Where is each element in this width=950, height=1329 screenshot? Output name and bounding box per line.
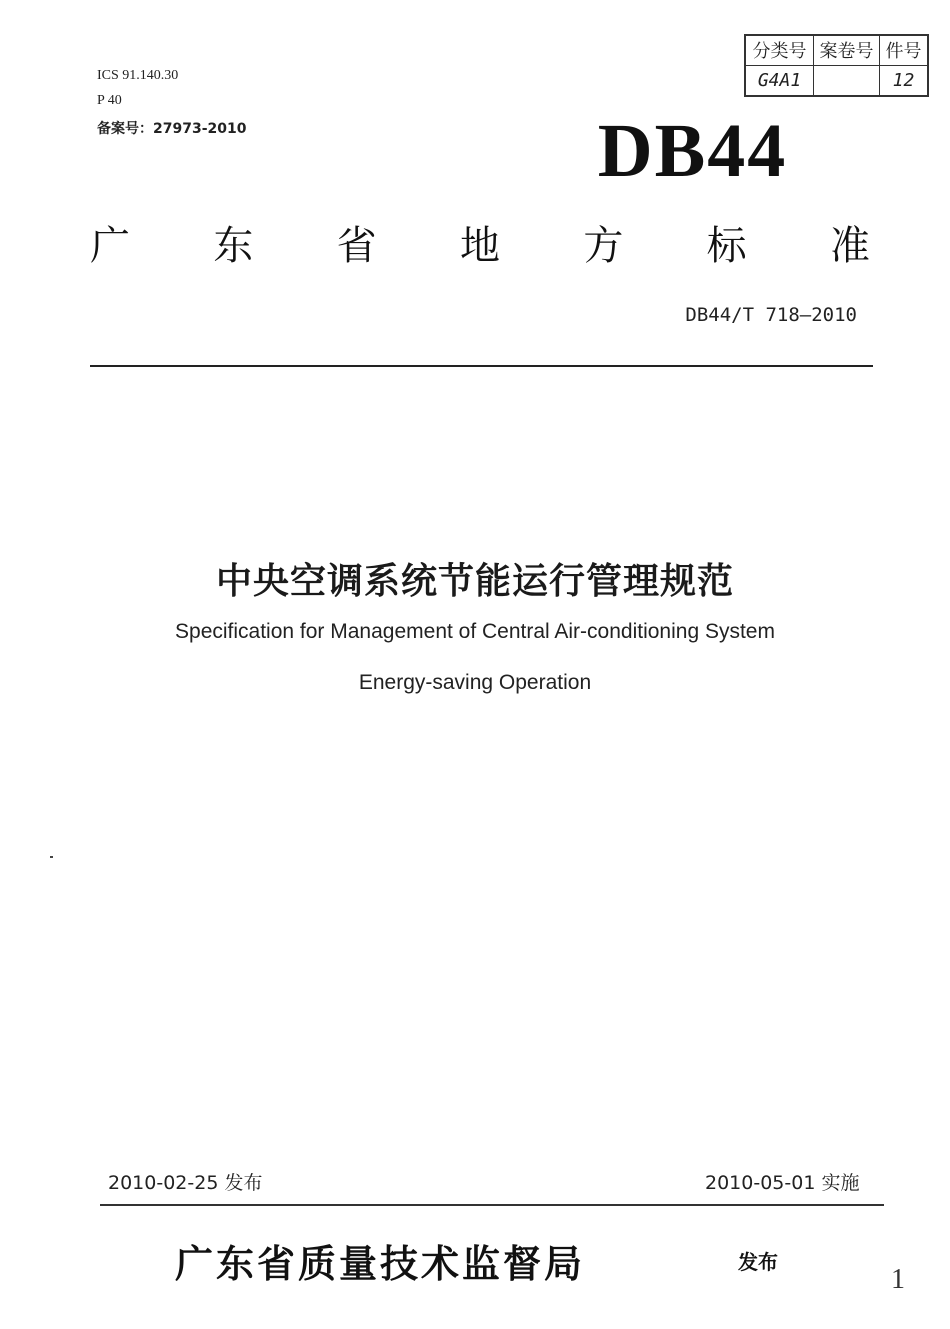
page-number: 1 <box>891 1264 905 1295</box>
db-logo: DB44 <box>597 109 788 193</box>
standard-type-char: 准 <box>829 223 870 269</box>
archive-header-item: 件号 <box>880 36 927 66</box>
filing-number: 备案号：27973-2010 <box>97 121 247 137</box>
issue-date: 2010-02-25 发布 <box>108 1172 263 1194</box>
archive-value-item: 12 <box>892 69 915 91</box>
ccs-code: P 40 <box>97 93 122 108</box>
ics-code: ICS 91.140.30 <box>97 68 179 83</box>
archive-header-file: 案卷号 <box>814 36 880 66</box>
issuer-suffix: 发布 <box>738 1250 778 1274</box>
title-en-line2: Energy-saving Operation <box>358 671 592 694</box>
archive-value-file <box>814 66 880 96</box>
title-cn: 中央空调系统节能运行管理规范 <box>215 561 734 602</box>
standard-type-char: 广 <box>90 223 130 269</box>
bottom-divider <box>100 1204 884 1206</box>
issuer-name: 广东省质量技术监督局 <box>175 1241 586 1286</box>
scan-speck <box>50 856 53 858</box>
archive-header-category: 分类号 <box>746 36 814 66</box>
archive-value-category: G4A1 <box>746 66 814 96</box>
standard-type-char: 东 <box>213 223 254 269</box>
standard-type-char: 省 <box>336 223 377 269</box>
standard-number: DB44/T 718—2010 <box>685 304 857 326</box>
implement-date: 2010-05-01 实施 <box>705 1172 860 1194</box>
top-divider <box>90 365 873 367</box>
title-en-line1: Specification for Management of Central Air-conditioning System <box>175 620 775 643</box>
standard-type-title <box>90 214 870 271</box>
standard-type-char: 方 <box>583 223 624 269</box>
standard-type-char: 标 <box>706 223 747 269</box>
standard-type-char: 地 <box>459 223 500 269</box>
archive-table <box>744 34 929 97</box>
